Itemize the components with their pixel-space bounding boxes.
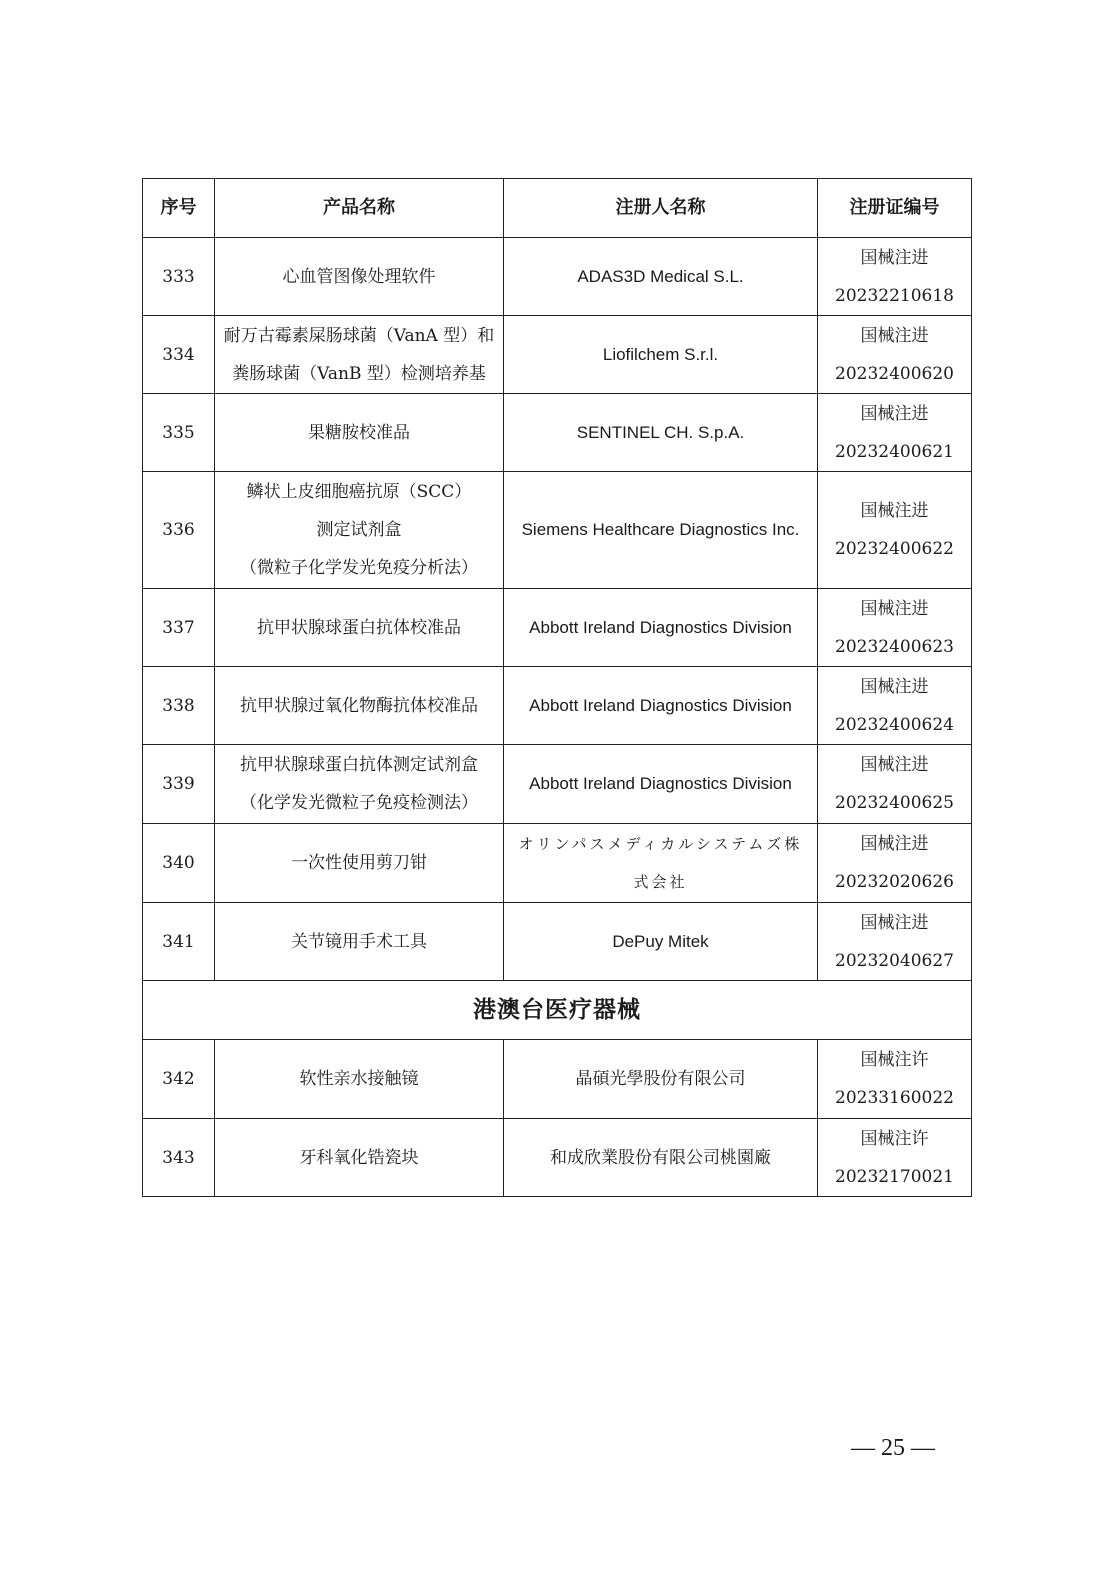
table-row xyxy=(143,472,972,589)
certificate-number-cell xyxy=(818,824,972,903)
table-row xyxy=(143,667,972,745)
certificate-number-line: 国械注进 xyxy=(860,912,929,933)
hk-macao-taiwan-rows xyxy=(143,1040,972,1197)
table-row xyxy=(143,824,972,903)
certificate-number-line: 国械注许 xyxy=(860,1050,929,1070)
certificate-number-cell xyxy=(818,394,972,472)
product-name-cell xyxy=(215,667,504,745)
registrant-name-cell xyxy=(504,1040,818,1119)
product-name-line: 耐万古霉素屎肠球菌（VanA 型）和 xyxy=(223,325,495,346)
serial-number-cell: 335 xyxy=(143,394,215,472)
certificate-number-line: 20232400623 xyxy=(835,636,954,657)
certificate-number-line: 国械注进 xyxy=(860,676,929,697)
header-certificate-number: 注册证编号 xyxy=(818,179,972,238)
certificate-number-line: 国械注进 xyxy=(860,247,929,268)
product-name-line: 粪肠球菌（VanB 型）检测培养基 xyxy=(232,363,486,384)
certificate-number-line: 国械注进 xyxy=(860,403,929,424)
product-name-line: 抗甲状腺球蛋白抗体校准品 xyxy=(257,617,461,638)
serial-number-cell: 340 xyxy=(143,824,215,903)
certificate-number-line: 20232400621 xyxy=(835,441,954,462)
registrant-name-line: 晶碩光學股份有限公司 xyxy=(575,1069,746,1089)
registry-table xyxy=(142,178,972,1197)
product-name-cell xyxy=(215,238,504,316)
serial-number-cell: 339 xyxy=(143,745,215,824)
certificate-number-cell xyxy=(818,745,972,824)
section-row xyxy=(143,981,972,1040)
certificate-number-cell xyxy=(818,238,972,316)
registrant-name-cell xyxy=(504,472,818,589)
registrant-name-cell xyxy=(504,1119,818,1197)
product-name-line: （化学发光微粒子免疫检测法） xyxy=(240,793,478,813)
certificate-number-line: 20232400620 xyxy=(835,363,954,384)
product-name-line: 抗甲状腺球蛋白抗体测定试剂盒 xyxy=(240,755,478,775)
registrant-name-cell xyxy=(504,394,818,472)
product-name-cell xyxy=(215,394,504,472)
registrant-name-line: オリンパスメディカルシステムズ株 xyxy=(518,835,803,853)
registrant-name-cell xyxy=(504,903,818,981)
certificate-number-cell xyxy=(818,589,972,667)
product-name-line: 抗甲状腺过氧化物酶抗体校准品 xyxy=(240,695,478,716)
serial-number-cell: 341 xyxy=(143,903,215,981)
table-row xyxy=(143,1040,972,1119)
registrant-name-line: ADAS3D Medical S.L. xyxy=(577,266,744,286)
certificate-number-line: 国械注进 xyxy=(860,755,929,775)
certificate-number-line: 20232400624 xyxy=(835,714,954,735)
header-product-name: 产品名称 xyxy=(215,179,504,238)
product-name-line: 一次性使用剪刀钳 xyxy=(291,853,427,873)
certificate-number-line: 国械注进 xyxy=(860,834,929,854)
section-header xyxy=(143,981,972,1040)
registrant-name-cell xyxy=(504,745,818,824)
header-registrant-name: 注册人名称 xyxy=(504,179,818,238)
product-name-cell xyxy=(215,824,504,903)
product-name-line: 果糖胺校准品 xyxy=(308,422,410,443)
table-row xyxy=(143,394,972,472)
product-name-line: （微粒子化学发光免疫分析法） xyxy=(240,558,478,578)
certificate-number-line: 20232400622 xyxy=(835,539,954,559)
table-row xyxy=(143,903,972,981)
table-row xyxy=(143,589,972,667)
page-number: — 25 — xyxy=(851,1435,935,1461)
registrant-name-line: Liofilchem S.r.l. xyxy=(602,344,719,364)
certificate-number-cell xyxy=(818,316,972,394)
certificate-number-cell xyxy=(818,1040,972,1119)
registrant-name-line: Abbott Ireland Diagnostics Division xyxy=(529,617,792,637)
product-name-line: 鳞状上皮细胞癌抗原（SCC） xyxy=(246,482,472,502)
product-name-cell xyxy=(215,1119,504,1197)
certificate-number-line: 国械注进 xyxy=(860,501,929,521)
certificate-number-line: 20232400625 xyxy=(835,793,954,813)
registrant-name-line: SENTINEL CH. S.p.A. xyxy=(576,422,745,442)
certificate-number-line: 20232020626 xyxy=(835,872,954,892)
product-name-cell xyxy=(215,589,504,667)
certificate-number-line: 20233160022 xyxy=(835,1088,954,1108)
header-serial-number: 序号 xyxy=(143,179,215,238)
table-row xyxy=(143,745,972,824)
serial-number-cell: 337 xyxy=(143,589,215,667)
registrant-name-line: Abbott Ireland Diagnostics Division xyxy=(529,774,792,793)
product-name-line: 测定试剂盒 xyxy=(316,520,402,540)
header-row xyxy=(143,179,972,238)
certificate-number-line: 国械注进 xyxy=(860,598,929,619)
product-name-line: 关节镜用手术工具 xyxy=(291,931,427,952)
serial-number-cell: 334 xyxy=(143,316,215,394)
registrant-name-line: 式会社 xyxy=(633,873,688,891)
serial-number-cell: 343 xyxy=(143,1119,215,1197)
registrant-name-line: Abbott Ireland Diagnostics Division xyxy=(529,695,792,715)
serial-number-cell: 342 xyxy=(143,1040,215,1119)
certificate-number-cell xyxy=(818,472,972,589)
certificate-number-line: 20232040627 xyxy=(835,950,954,971)
registrant-name-line: Siemens Healthcare Diagnostics Inc. xyxy=(521,520,800,539)
registrant-name-cell xyxy=(504,238,818,316)
product-name-cell xyxy=(215,745,504,824)
serial-number-cell: 336 xyxy=(143,472,215,589)
certificate-number-cell xyxy=(818,1119,972,1197)
product-name-line: 心血管图像处理软件 xyxy=(282,266,436,287)
registrant-name-cell xyxy=(504,824,818,903)
registrant-name-line: DePuy Mitek xyxy=(612,931,709,951)
registrant-name-line: 和成欣業股份有限公司桃園廠 xyxy=(550,1147,771,1168)
section-title: 港澳台医疗器械 xyxy=(143,981,972,1040)
imported-devices-rows xyxy=(143,238,972,981)
registrant-name-cell xyxy=(504,667,818,745)
certificate-number-cell xyxy=(818,667,972,745)
product-name-line: 牙科氧化锆瓷块 xyxy=(299,1147,419,1168)
product-name-cell xyxy=(215,1040,504,1119)
product-name-line: 软性亲水接触镜 xyxy=(299,1069,419,1089)
certificate-number-line: 20232210618 xyxy=(835,285,954,306)
certificate-number-cell xyxy=(818,903,972,981)
certificate-number-line: 国械注许 xyxy=(860,1128,929,1149)
product-name-cell xyxy=(215,316,504,394)
serial-number-cell: 338 xyxy=(143,667,215,745)
table-row xyxy=(143,238,972,316)
registrant-name-cell xyxy=(504,589,818,667)
product-name-cell xyxy=(215,903,504,981)
certificate-number-line: 20232170021 xyxy=(835,1166,954,1187)
serial-number-cell: 333 xyxy=(143,238,215,316)
certificate-number-line: 国械注进 xyxy=(860,325,929,346)
product-name-cell xyxy=(215,472,504,589)
table-row xyxy=(143,1119,972,1197)
registrant-name-cell xyxy=(504,316,818,394)
table-row xyxy=(143,316,972,394)
